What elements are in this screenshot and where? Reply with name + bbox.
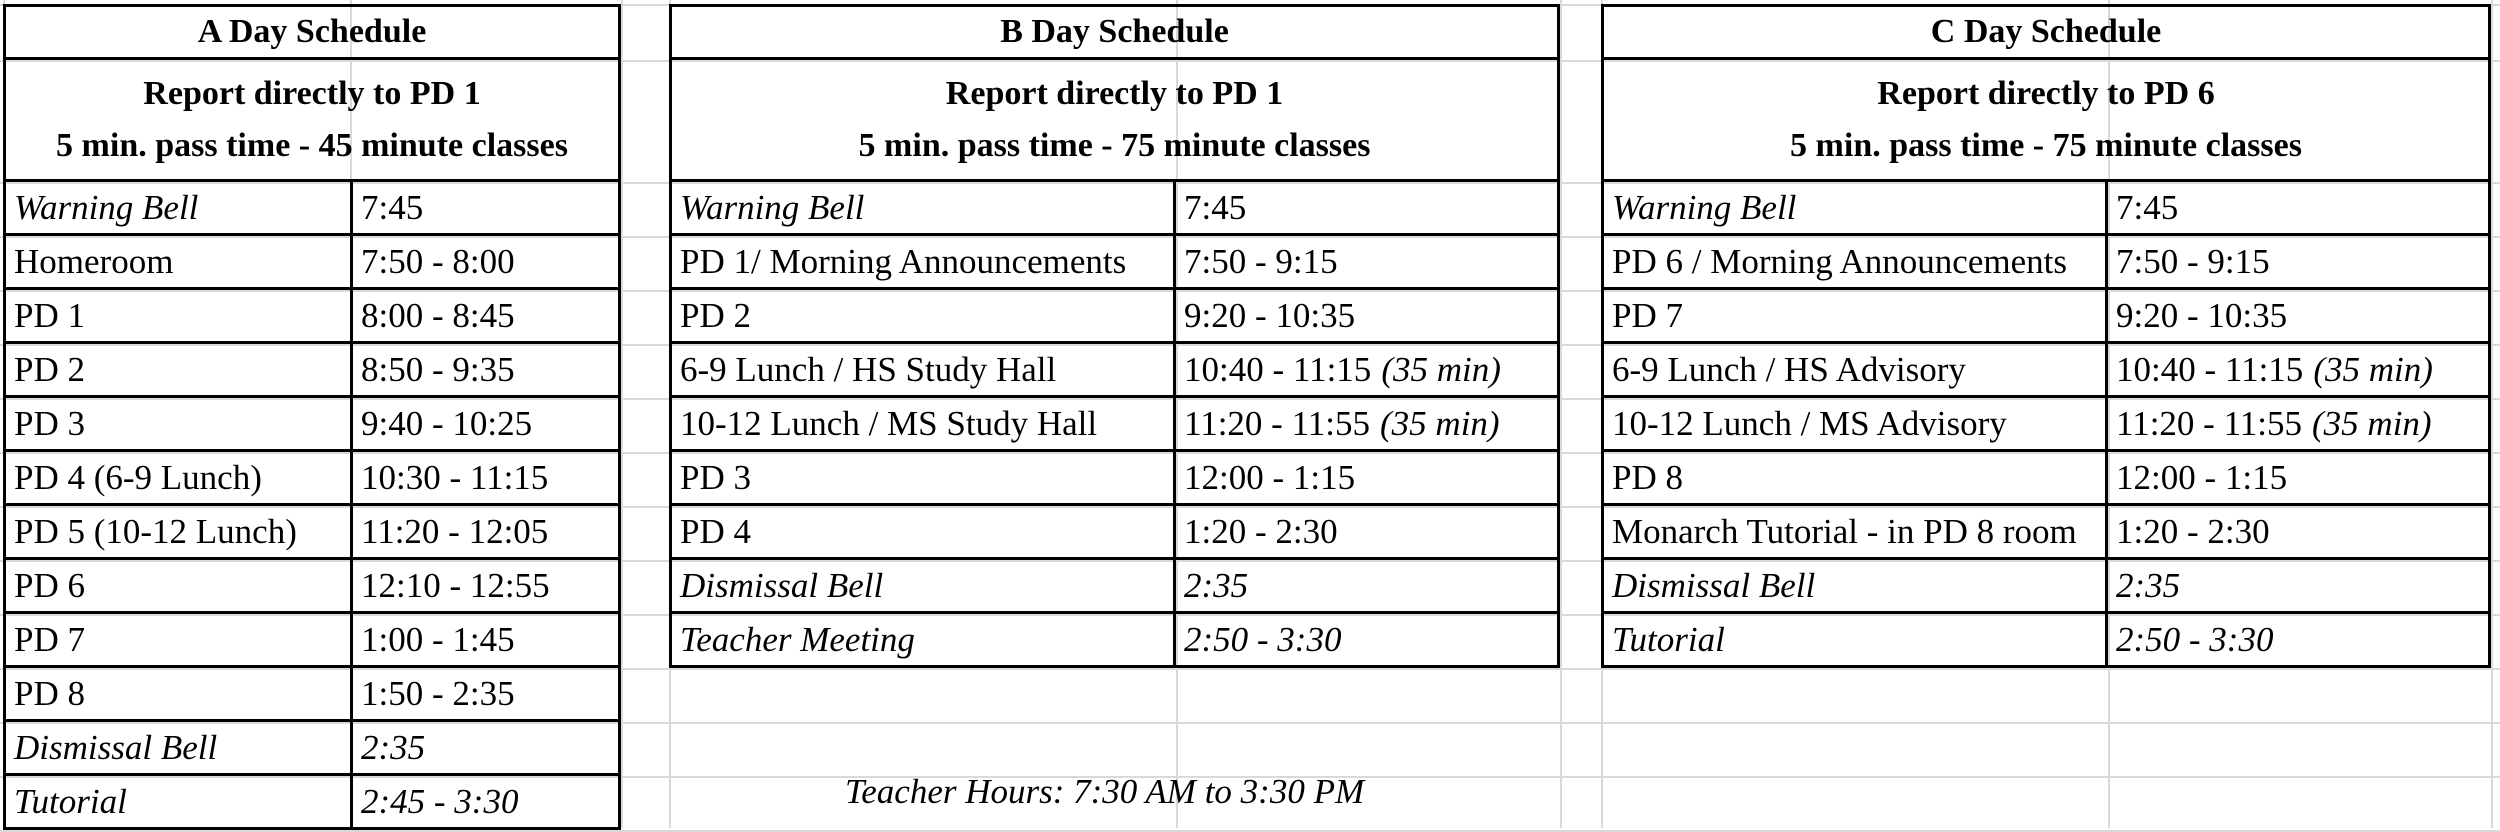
schedule-row [3,344,621,398]
schedule-row [669,614,1560,668]
table-title: A Day Schedule [3,4,621,60]
schedule-row [1601,344,2491,398]
schedule-row [3,560,621,614]
subtitle-line-2: 5 min. pass time - 45 minute classes [56,126,568,164]
period-time [2108,182,2491,236]
period-label: PD 3 [669,452,1176,506]
table-subtitle [3,60,621,182]
subtitle-line-2: 5 min. pass time - 75 minute classes [858,126,1371,164]
teacher-hours-note: Teacher Hours: 7:30 AM to 3:30 PM [845,772,1365,811]
gridline [1560,0,1562,828]
time-range: 7:50 - 9:15 [1184,241,1338,281]
time-range: 11:20 - 11:55 [2116,403,2303,443]
period-label: Teacher Meeting [669,614,1176,668]
period-label: Warning Bell [3,182,353,236]
period-time [353,614,621,668]
schedule-row [669,182,1560,236]
schedule-row [1601,452,2491,506]
duration-note: (35 min) [1381,349,1501,389]
duration-note: (35 min) [2313,349,2433,389]
period-label: Warning Bell [669,182,1176,236]
table-subtitle [669,60,1560,182]
subtitle-line-1: Report directly to PD 6 [1877,74,2215,112]
schedule-row [669,290,1560,344]
schedule-row [1601,398,2491,452]
time-range: 7:45 [361,187,424,227]
period-label: PD 3 [3,398,353,452]
period-label: 6-9 Lunch / HS Study Hall [669,344,1176,398]
time-range: 10:30 - 11:15 [361,457,549,497]
period-label: PD 8 [1601,452,2108,506]
schedule-row [3,398,621,452]
time-range: 11:20 - 11:55 [1184,403,1371,443]
time-range: 2:45 - 3:30 [361,781,519,821]
period-time [353,722,621,776]
schedule-row [669,452,1560,506]
period-time [353,236,621,290]
time-range: 11:20 - 12:05 [361,511,549,551]
time-range: 10:40 - 11:15 [1184,349,1372,389]
period-time [353,344,621,398]
gridline [2491,0,2493,828]
time-range: 2:50 - 3:30 [2116,619,2274,659]
schedule-row [669,506,1560,560]
time-range: 1:50 - 2:35 [361,673,515,713]
schedule-row [669,398,1560,452]
period-time [2108,398,2491,452]
time-range: 12:10 - 12:55 [361,565,550,605]
time-range: 9:20 - 10:35 [2116,295,2288,335]
schedule-row [3,776,621,830]
schedule-row [1601,560,2491,614]
schedule-row [669,236,1560,290]
period-label: Monarch Tutorial - in PD 8 room [1601,506,2108,560]
period-time [2108,236,2491,290]
period-time [1176,236,1560,290]
period-time [1176,344,1560,398]
table-title: B Day Schedule [669,4,1560,60]
period-label: Warning Bell [1601,182,2108,236]
time-range: 8:50 - 9:35 [361,349,515,389]
subtitle-line-1: Report directly to PD 1 [143,74,481,112]
period-time [1176,290,1560,344]
time-range: 2:35 [361,727,426,767]
period-time [2108,614,2491,668]
period-time [1176,560,1560,614]
period-label: Homeroom [3,236,353,290]
time-range: 9:20 - 10:35 [1184,295,1356,335]
period-label: PD 4 (6-9 Lunch) [3,452,353,506]
time-range: 12:00 - 1:15 [2116,457,2288,497]
period-label: 10-12 Lunch / MS Study Hall [669,398,1176,452]
schedule-row [3,236,621,290]
schedule-row [3,722,621,776]
time-range: 7:45 [2116,187,2179,227]
schedule-row [1601,182,2491,236]
subtitle-line-2: 5 min. pass time - 75 minute classes [1790,126,2302,164]
period-time [1176,452,1560,506]
schedule-row [3,452,621,506]
period-label: PD 6 [3,560,353,614]
schedule-row [669,560,1560,614]
period-label: 6-9 Lunch / HS Advisory [1601,344,2108,398]
period-label: PD 6 / Morning Announcements [1601,236,2108,290]
duration-note: (35 min) [1380,403,1500,443]
period-label: PD 1/ Morning Announcements [669,236,1176,290]
time-range: 2:35 [2116,565,2181,605]
period-time [2108,452,2491,506]
period-time [353,560,621,614]
period-time [1176,506,1560,560]
period-time [353,776,621,830]
subtitle-line-1: Report directly to PD 1 [945,74,1284,112]
period-time [353,506,621,560]
time-range: 1:20 - 2:30 [2116,511,2270,551]
schedule-row [1601,614,2491,668]
period-time [353,182,621,236]
period-time [353,452,621,506]
time-range: 1:00 - 1:45 [361,619,515,659]
period-label: Dismissal Bell [1601,560,2108,614]
period-time [2108,560,2491,614]
period-time [353,668,621,722]
time-range: 2:35 [1184,565,1249,605]
schedule-row [3,182,621,236]
period-label: PD 4 [669,506,1176,560]
period-time [2108,344,2491,398]
period-label: PD 1 [3,290,353,344]
time-range: 7:50 - 9:15 [2116,241,2270,281]
period-label: Tutorial [3,776,353,830]
time-range: 7:45 [1184,187,1247,227]
schedule-row [1601,506,2491,560]
period-time [2108,506,2491,560]
period-time [353,398,621,452]
time-range: 8:00 - 8:45 [361,295,515,335]
period-label: PD 2 [3,344,353,398]
schedule-row [1601,290,2491,344]
period-time [1176,182,1560,236]
time-range: 10:40 - 11:15 [2116,349,2304,389]
period-time [353,290,621,344]
table-title: C Day Schedule [1601,4,2491,60]
table-subtitle [1601,60,2491,182]
period-label: PD 5 (10-12 Lunch) [3,506,353,560]
period-time [1176,614,1560,668]
schedule-row [3,668,621,722]
schedule-row [3,290,621,344]
period-label: PD 7 [1601,290,2108,344]
period-label: Tutorial [1601,614,2108,668]
time-range: 7:50 - 8:00 [361,241,515,281]
gridline [621,0,623,828]
time-range: 1:20 - 2:30 [1184,511,1338,551]
period-label: PD 7 [3,614,353,668]
schedule-row [1601,236,2491,290]
duration-note: (35 min) [2312,403,2432,443]
period-label: 10-12 Lunch / MS Advisory [1601,398,2108,452]
period-label: Dismissal Bell [669,560,1176,614]
schedule-row [3,614,621,668]
period-label: PD 8 [3,668,353,722]
time-range: 2:50 - 3:30 [1184,619,1342,659]
time-range: 12:00 - 1:15 [1184,457,1356,497]
period-label: PD 2 [669,290,1176,344]
period-time [1176,398,1560,452]
time-range: 9:40 - 10:25 [361,403,533,443]
period-time [2108,290,2491,344]
schedule-row [669,344,1560,398]
period-label: Dismissal Bell [3,722,353,776]
schedule-row [3,506,621,560]
